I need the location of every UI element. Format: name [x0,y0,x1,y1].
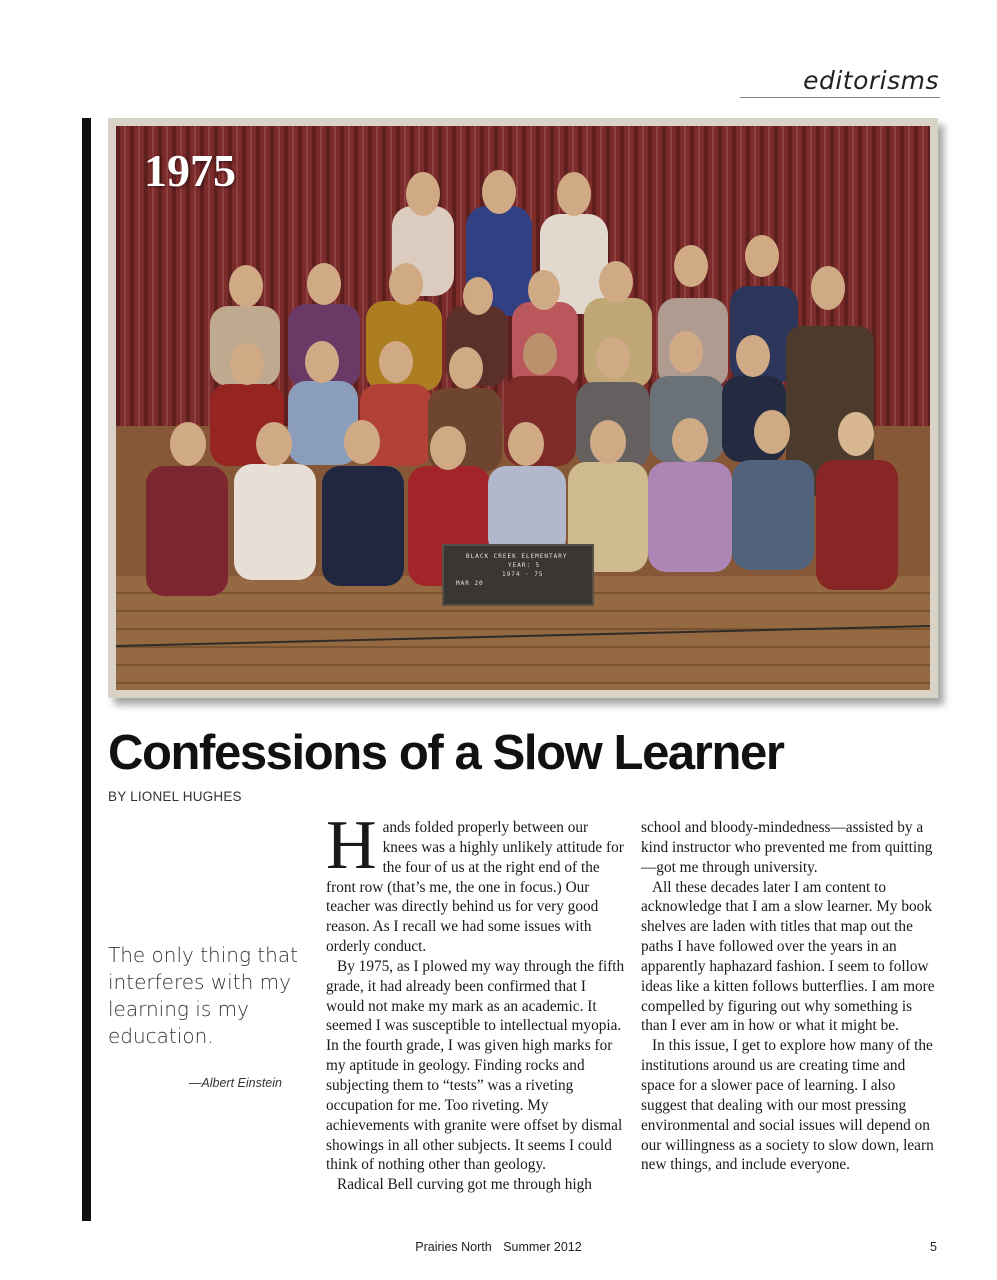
class-photo [108,118,938,698]
paragraph [326,807,626,957]
drop-cap: H [326,807,377,884]
issue-date: Summer 2012 [503,1240,582,1254]
paragraph: school and bloody-mindedness—assisted by a kind instructor who prevented me from quitting—got me through university. [641,819,933,876]
publication-name: Prairies North [415,1240,492,1254]
photo-image [116,126,930,690]
byline: BY LIONEL HUGHES [108,789,242,804]
section-label: editorisms [803,66,939,95]
sign-line: MAR 20 [456,580,484,587]
paragraph-text: ands folded properly between our knees was a highly unlikely attitude for the four of us at the right end of the front row (that’s me, the one in focus.) Our teacher was directly behind us for very good reason. As I recall we had some issues with orderly conduct. [326,819,624,956]
pull-quote-attribution: —Albert Einstein [188,1076,282,1090]
class-sign [442,544,594,606]
photo-year-label: 1975 [144,145,236,196]
article-column-1 [326,807,626,1195]
paragraph: In this issue, I get to explore how many of the institutions around us are creating time and space for a slower pace of learning. I also suggest that dealing with our most pressing environmental and social issues will depend on our willingness as a society to slow down, learn new things, and include everyone. [641,1037,934,1174]
sign-line: YEAR: 5 [508,562,541,569]
sign-line: 1974 · 75 [502,571,544,578]
sign-line: BLACK CREEK ELEMENTARY [466,553,568,560]
paragraph: All these decades later I am content to acknowledge that I am a slow learner. My book shelves are laden with titles that map out the paths I have followed over the years in an apparently haphazard fashion. I seem to follow ideas like a kitten follows butterflies. I am more compelled by figuring out why something is than I ever am in how or what it might be. [641,878,935,1035]
article-column-2 [641,818,941,1175]
paragraph: By 1975, as I plowed my way through the fifth grade, it had already been confirmed that I would not make my mark as an academic. It seemed I was susceptible to intellectual myopia. In the fourth grade, I was given high marks for my aptitude in geology. Finding rocks and subjecting them to “tests” was a riveting occupation for me. Too riveting. My achievements with granite were offset by dismal showings in all other subjects. It seems I could think of nothing other than geology. [326,957,625,1174]
left-accent-bar [82,118,91,1221]
paragraph: Radical Bell curving got me through high [337,1176,592,1194]
section-rule [740,97,940,98]
pull-quote: The only thing that interferes with my learning is my education. [108,943,298,1048]
page-number: 5 [930,1240,937,1254]
article-title: Confessions of a Slow Learner [108,726,784,780]
footer [0,1240,997,1254]
